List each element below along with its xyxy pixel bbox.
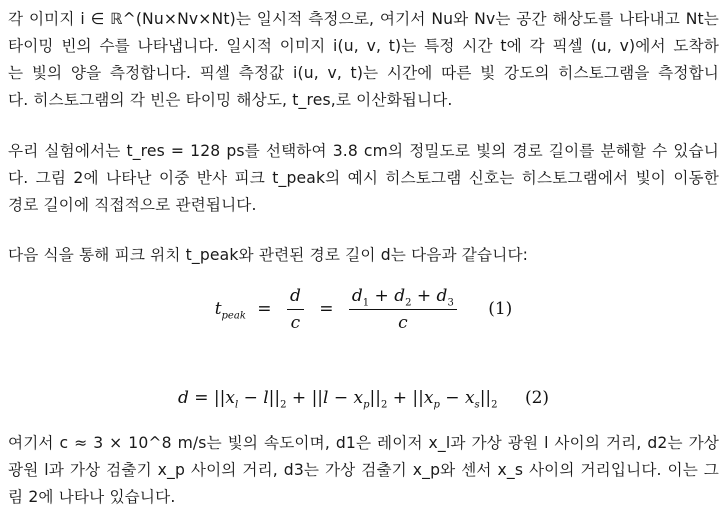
equation-1-number: (1) [488,299,513,319]
paragraph2-line3: 경로 길이에 직접적으로 관련됩니다. [8,196,257,214]
paragraph4-line2: 광원 l과 가상 검출기 x_p 사이의 거리, d3는 가상 검출기 x_p와 센서 x_s 사이의 거리입니다. 이는 그 [8,461,719,479]
paragraph1-line3: 는 빛의 양을 측정합니다. 픽셀 측정값 i(u, v, t)는 시간에 따른 빛 강도의 히스토그램을 측정합니 [8,64,719,82]
paragraph4-line3: 림 2에 나타나 있습니다. [8,488,176,506]
paragraph1-line1: 각 이미지 i ∈ ℝ^(Nu×Nv×Nt)는 일시적 측정으로, 여기서 Nu와 Nv는 공간 해상도를 나타내고 Nt는 [8,10,719,28]
paragraph-transient-image [8,6,719,114]
equation-2: $d = ||x_l - l||_2 + ||l - x_p||_2 + ||x_p - x_s||_2$ (2) [177,388,550,411]
paragraph2-line1: 우리 실험에서는 t_res = 128 ps를 선택하여 3.8 cm의 정밀도로 빛의 경로 길이를 분해할 수 있습니 [8,142,719,160]
paragraph1-line4: 다. 히스토그램의 각 빈은 타이밍 해상도, t_res,로 이산화됩니다. [8,91,453,109]
paragraph-experiment [8,138,719,219]
paragraph-peak-intro [8,242,719,269]
paragraph-definitions [8,430,719,511]
equation-2-number: (2) [524,388,550,408]
fraction-sum-over-c: $\frac{d_1 + d_2 + d_3}{c}$ [349,286,457,333]
equation-1: $t_{peak}$ = $\frac{d}{c}$ = $\frac{d_1 + d_2 + d_3}{c}$ (1) [214,286,513,333]
paragraph4-line1: 여기서 c ≈ 3 × 10^8 m/s는 빛의 속도이며, d1은 레이저 x_l과 가상 광원 l 사이의 거리, d2는 가상 [8,434,719,452]
paragraph2-line2: 다. 그림 2에 나타난 이중 반사 피크 t_peak의 예시 히스토그램 신호는 히스토그램에서 빛이 이동한 [8,169,719,187]
fraction-d-over-c: $\frac{d}{c}$ [287,286,304,333]
paragraph3-line1: 다음 식을 통해 피크 위치 t_peak와 관련된 경로 길이 d는 다음과 같습니다: [8,246,529,264]
paragraph1-line2: 타이밍 빈의 수를 나타냅니다. 일시적 이미지 i(u, v, t)는 특정 시간 t에 각 픽셀 (u, v)에서 도착하 [8,37,719,55]
